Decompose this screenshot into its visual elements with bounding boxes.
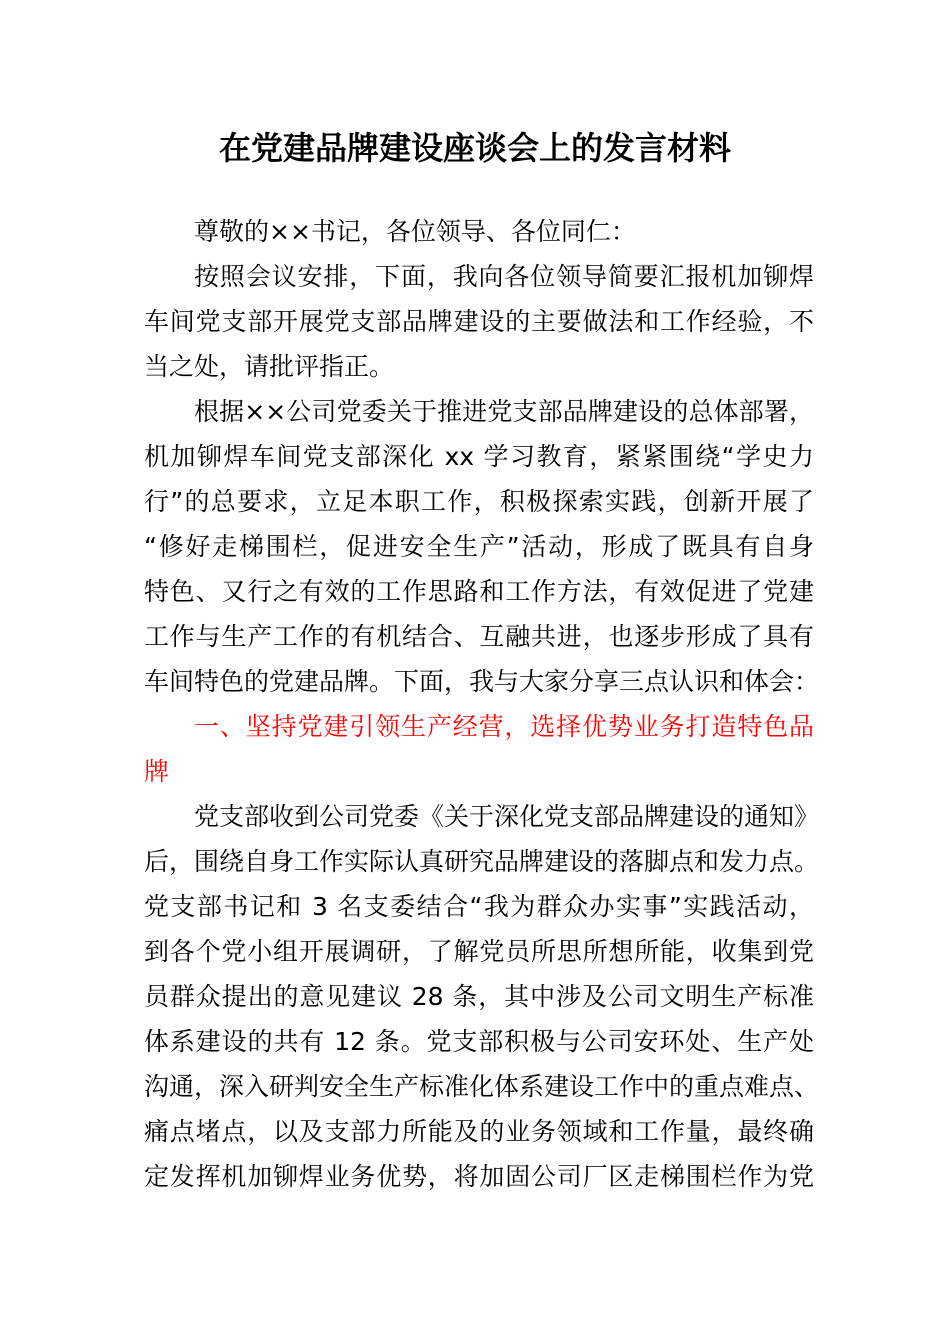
text-line: 党支部收到公司党委《关于深化党支部品牌建设的通知》 — [194, 802, 820, 831]
text-line: 定发挥机加铆焊业务优势，将加固公司厂区走梯围栏作为党 — [144, 1162, 814, 1191]
paragraph-salutation — [144, 209, 814, 254]
text-line: 后，围绕自身工作实际认真研究品牌建设的落脚点和发力点。 — [144, 847, 820, 876]
section-heading — [144, 704, 814, 794]
paragraph-background — [144, 389, 820, 704]
text-line: 根据××公司党委关于推进党支部品牌建设的总体部署， — [194, 397, 814, 426]
text-line: “修好走梯围栏，促进安全生产”活动，形成了既具有自身 — [144, 532, 814, 561]
text-line: 机加铆焊车间党支部深化 xx 学习教育，紧紧围绕“学史力 — [144, 442, 814, 471]
text-line: 工作与生产工作的有机结合、互融共进，也逐步形成了具有 — [144, 622, 814, 651]
text-line: 尊敬的××书记，各位领导、各位同仁： — [194, 217, 636, 246]
document-title: 在党建品牌建设座谈会上的发言材料 — [218, 129, 731, 167]
text-line: 车间特色的党建品牌。下面，我与大家分享三点认识和体会： — [144, 667, 820, 696]
heading-line: 牌 — [144, 757, 170, 786]
text-line: 行”的总要求，立足本职工作，积极探索实践，创新开展了 — [144, 487, 814, 516]
text-line: 到各个党小组开展调研，了解党员所思所想所能，收集到党 — [144, 937, 814, 966]
text-line: 党支部书记和 3 名支委结合“我为群众办实事”实践活动， — [144, 892, 814, 921]
text-line: 痛点堵点，以及支部力所能及的业务领域和工作量，最终确 — [144, 1117, 814, 1146]
paragraph-section-body — [144, 794, 820, 1199]
text-line: 车间党支部开展党支部品牌建设的主要做法和工作经验，不 — [144, 307, 814, 336]
document-body — [144, 209, 820, 1199]
text-line: 特色、又行之有效的工作思路和工作方法，有效促进了党建 — [144, 577, 814, 606]
heading-line: 一、坚持党建引领生产经营，选择优势业务打造特色品 — [194, 712, 814, 741]
text-line: 体系建设的共有 12 条。党支部积极与公司安环处、生产处 — [144, 1027, 814, 1056]
text-line: 员群众提出的意见建议 28 条，其中涉及公司文明生产标准 — [144, 982, 814, 1011]
text-line: 按照会议安排，下面，我向各位领导简要汇报机加铆焊 — [194, 262, 814, 291]
text-line: 当之处，请批评指正。 — [144, 352, 395, 381]
paragraph-intro — [144, 254, 814, 389]
text-line: 沟通，深入研判安全生产标准化体系建设工作中的重点难点、 — [144, 1072, 820, 1101]
